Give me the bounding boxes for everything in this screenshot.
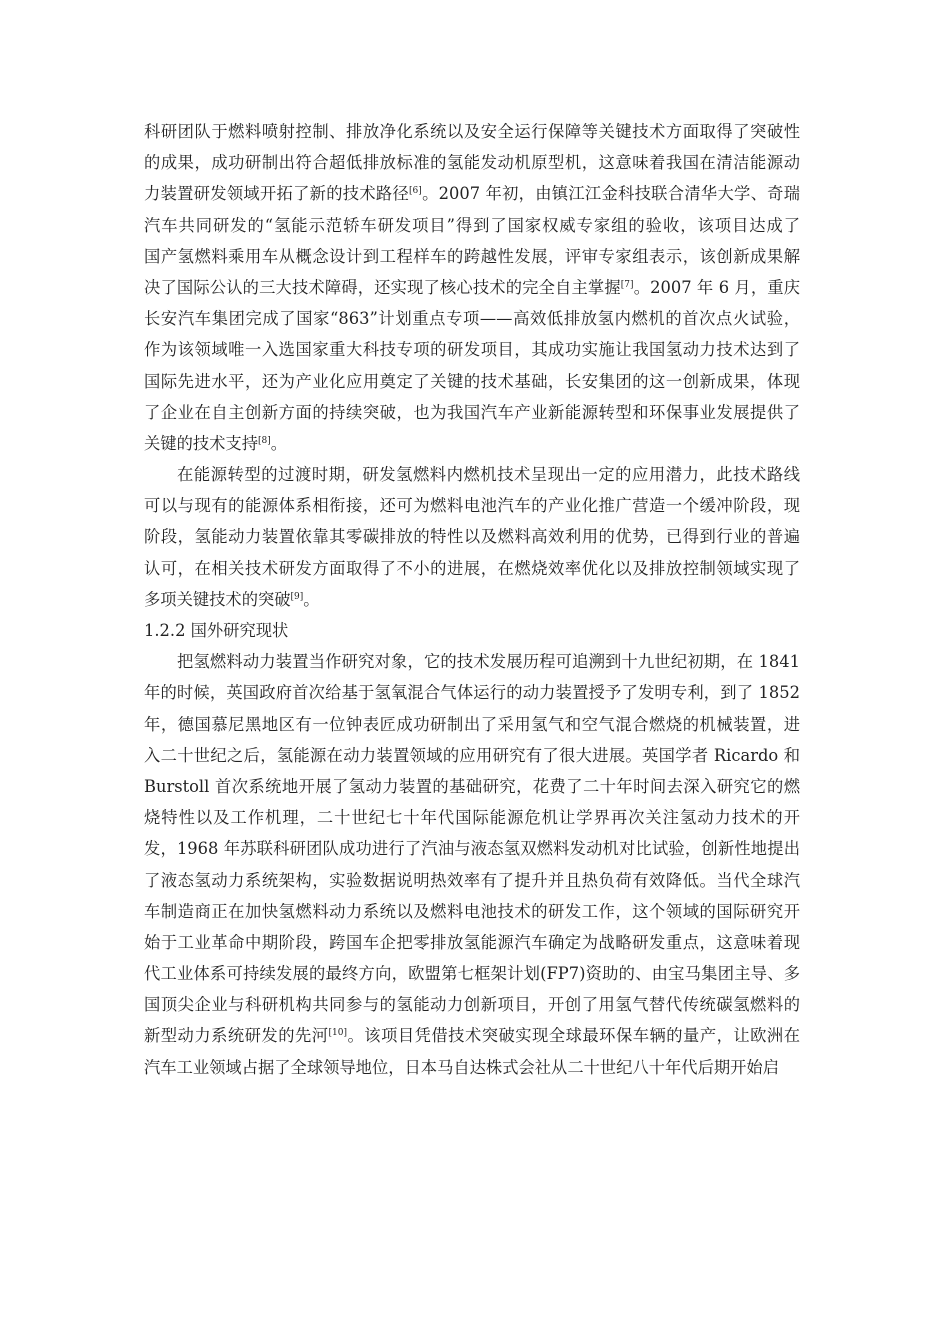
text-line: [144, 272, 800, 303]
text-line: 认可，在相关技术研发方面取得了不小的进展，在燃烧效率优化以及排放控制领域实现了: [144, 558, 800, 578]
document-page: [144, 116, 800, 1083]
text-line: 把氢燃料动力装置当作研究对象，它的技术发展历程可追溯到十九世纪初期，在 1841: [177, 652, 800, 672]
text-segment: 决了国际公认的三大技术障碍，还实现了核心技术的完全自主掌握: [144, 277, 621, 297]
text-line: [144, 584, 800, 615]
text-line: 长安汽车集团完成了国家“863”计划重点专项——高效低排放氢内燃机的首次点火试验，: [144, 309, 800, 329]
citation-ref: [7]: [620, 279, 634, 290]
text-segment: 。2007 年初，由镇江江金科技联合清华大学、奇瑞: [421, 184, 800, 204]
text-line: 汽车工业领域占据了全球领导地位，日本马自达株式会社从二十世纪八十年代后期开始启: [144, 1057, 779, 1077]
text-line: 阶段，氢能动力装置依靠其零碳排放的特性以及燃料高效利用的优势，已得到行业的普遍: [144, 527, 800, 547]
text-line: Burstoll 首次系统地开展了氢动力装置的基础研究，花费了二十年时间去深入研究它的燃: [144, 776, 800, 796]
text-line: 的成果，成功研制出符合超低排放标准的氢能发动机原型机，这意味着我国在清洁能源动: [144, 153, 800, 173]
text-line: 了液态氢动力系统架构，实验数据说明热效率有了提升并且热负荷有效降低。当代全球汽: [144, 870, 800, 890]
text-segment: 力装置研发领域开拓了新的技术路径: [144, 184, 410, 204]
text-line: 可以与现有的能源体系相衔接，还可为燃料电池汽车的产业化推广营造一个缓冲阶段，现: [144, 496, 800, 516]
text-line: 始于工业革命中期阶段，跨国车企把零排放氢能源汽车确定为战略研发重点，这意味着现: [144, 932, 800, 952]
text-line: 入二十世纪之后，氢能源在动力装置领域的应用研究有了很大进展。英国学者 Ricardo 和: [144, 745, 800, 765]
text-line: 烧特性以及工作机理，二十世纪七十年代国际能源危机让学界再次关注氢动力技术的开: [144, 808, 800, 828]
text-line: 代工业体系可持续发展的最终方向，欧盟第七框架计划(FP7)资助的、由宝马集团主导、多: [144, 964, 800, 984]
paragraph-energy-transition: [144, 459, 800, 615]
text-line: 作为该领域唯一入选国家重大科技专项的研发项目，其成功实施让我国氢动力技术达到了: [144, 340, 800, 360]
text-segment: 。: [270, 433, 288, 453]
text-line: [144, 1020, 800, 1051]
citation-ref: [10]: [328, 1028, 348, 1039]
text-segment: 关键的技术支持: [144, 433, 258, 453]
text-line: 发，1968 年苏联科研团队成功进行了汽油与液态氢双燃料发动机对比试验，创新性地提出: [144, 839, 800, 859]
text-line: [144, 428, 800, 459]
text-line: 了企业在自主创新方面的持续突破，也为我国汽车产业新能源转型和环保事业发展提供了: [144, 402, 800, 422]
text-line: 国产氢燃料乘用车从概念设计到工程样车的跨越性发展，评审专家组表示，该创新成果解: [144, 246, 800, 266]
citation-ref: [9]: [290, 591, 304, 602]
text-line: 汽车共同研发的“氢能示范轿车研发项目”得到了国家权威专家组的验收，该项目达成了: [144, 215, 800, 235]
text-line: 车制造商正在加快氢燃料动力系统以及燃料电池技术的研发工作，这个领域的国际研究开: [144, 901, 800, 921]
text-line: 科研团队于燃料喷射控制、排放净化系统以及安全运行保障等关键技术方面取得了突破性: [144, 122, 800, 141]
text-segment: 。2007 年 6 月，重庆: [633, 277, 800, 297]
text-segment: 。: [303, 589, 320, 609]
section-heading: 1.2.2 国外研究现状: [144, 621, 289, 640]
text-line: [144, 178, 800, 209]
citation-ref: [8]: [257, 435, 271, 446]
text-line: 国际先进水平，还为产业化应用奠定了关键的技术基础，长安集团的这一创新成果，体现: [144, 371, 800, 391]
text-line: 在能源转型的过渡时期，研发氢燃料内燃机技术呈现出一定的应用潜力，此技术路线: [177, 465, 800, 485]
text-line: 国顶尖企业与科研机构共同参与的氢能动力创新项目，开创了用氢气替代传统碳氢燃料的: [144, 995, 800, 1015]
text-line: 年，德国慕尼黑地区有一位钟表匠成功研制出了采用氢气和空气混合燃烧的机械装置，进: [144, 714, 800, 734]
text-line: 年的时候，英国政府首次给基于氢氧混合气体运行的动力装置授予了发明专利，到了 1852: [144, 683, 800, 703]
text-segment: 多项关键技术的突破: [144, 589, 291, 609]
text-segment: 。该项目凭借技术突破实现全球最环保车辆的量产，让欧洲在: [347, 1026, 800, 1046]
paragraph-domestic-research: [144, 116, 800, 459]
citation-ref: [6]: [409, 186, 422, 197]
paragraph-foreign-research: [144, 646, 800, 1083]
text-segment: 新型动力系统研发的先河: [144, 1026, 329, 1046]
